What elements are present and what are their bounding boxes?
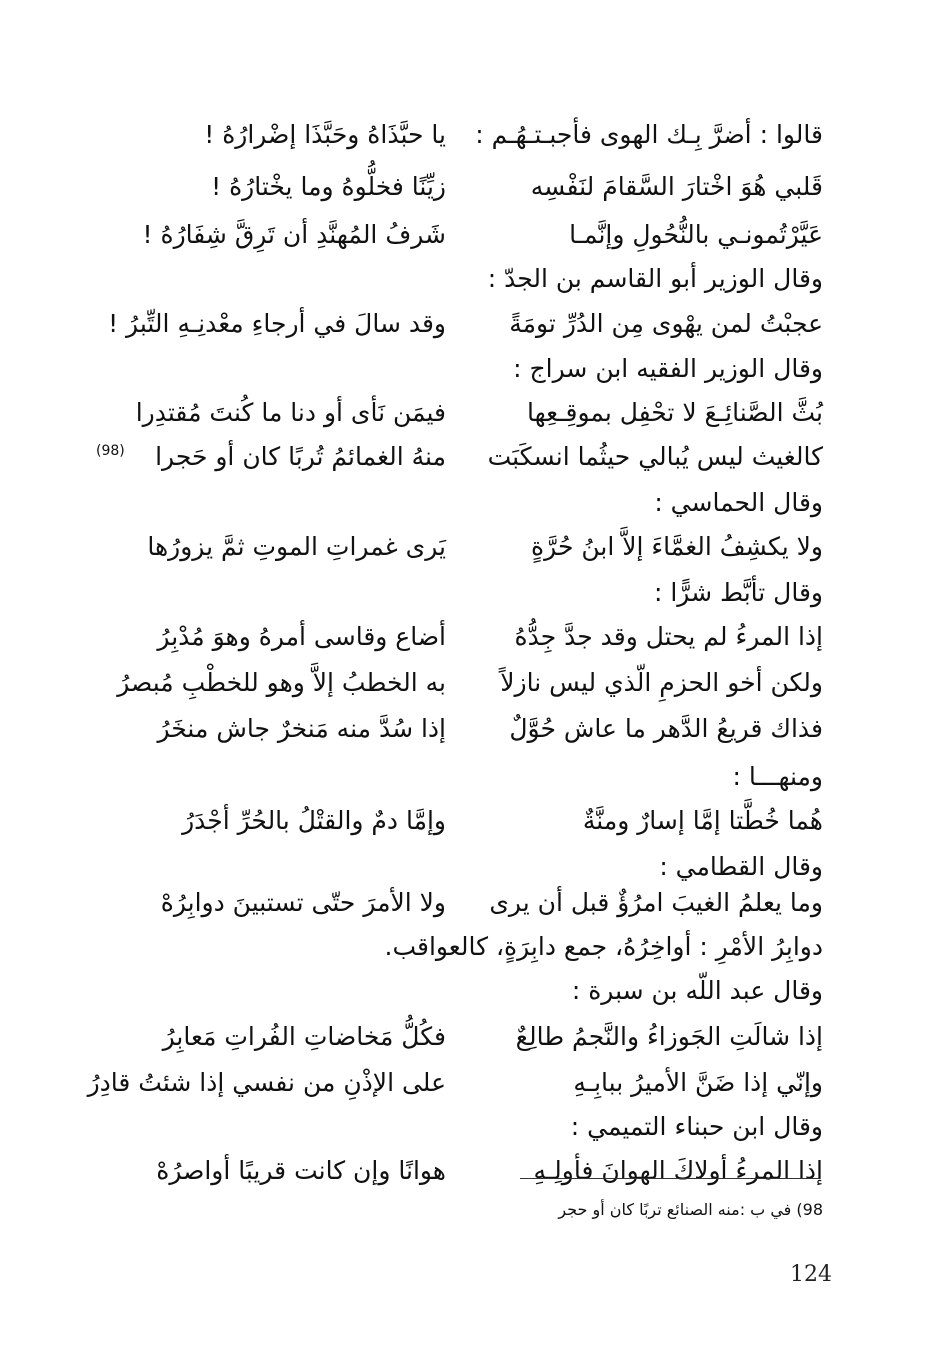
verse-line — [0, 307, 941, 341]
verse-first-hemistich: ولكن أخو الحزمِ الّذي ليس نازلاً — [500, 668, 823, 697]
verse-second-hemistich: زيِّنًا فخلُّوهُ وما يخْتارُهُ ! — [211, 172, 446, 201]
verse-first-hemistich: كالغيث ليس يُبالي حيثُما انسكَبَت — [487, 442, 823, 471]
verse-second-hemistich: إذا سُدَّ منه مَنخرٌ جاش منخَرُ — [157, 714, 446, 743]
footnote-rule — [520, 1178, 820, 1179]
verse-second-hemistich: به الخطبُ إلاَّ وهو للخطْبِ مُبصرُ — [117, 668, 446, 697]
verse-first-hemistich: وإنّي إذا ضَنَّ الأميرُ ببابِـهِ — [573, 1068, 823, 1097]
verse-first-hemistich: هُما خُطَّتا إمَّا إسارٌ ومنَّةٌ — [582, 806, 823, 835]
verse-second-hemistich: أضاع وقاسى أمرهُ وهوَ مُدْبِرُ — [157, 622, 446, 651]
attribution-line: وقال ابن حبناء التميمي : — [570, 1112, 823, 1141]
attribution-line: وقال الحماسي : — [654, 488, 823, 517]
verse-line — [0, 804, 941, 838]
verse-second-hemistich: يا حبَّذَاهُ وحَبَّذَا إضْرارُهُ ! — [204, 120, 446, 149]
verse-second-hemistich: يَرى غمراتِ الموتِ ثمَّ يزورُها — [147, 532, 446, 561]
verse-line — [0, 440, 941, 474]
verse-first-hemistich: فذاك قريعُ الدَّهر ما عاش حُوَّلٌ — [509, 714, 823, 743]
verse-first-hemistich: عَيَّرْتُمونـي بالنُّحُولِ وإنَّمـا — [569, 220, 823, 249]
attribution-line: وقال القطامي : — [659, 852, 823, 881]
verse-second-hemistich: فيمَن نَأى أو دنا ما كُنتَ مُقتدِرا — [135, 398, 446, 427]
verse-line — [0, 620, 941, 654]
verse-second-hemistich: شَرفُ المُهنَّدِ أن تَرِقَّ شِفَارُهُ ! — [142, 220, 446, 249]
verse-line — [0, 218, 941, 252]
verse-first-hemistich: إذا المرءُ لم يحتل وقد جدَّ جِدُّهُ — [514, 622, 823, 651]
verse-second-hemistich: على الإذْنِ من نفسي إذا شئتُ قادِرُ — [87, 1068, 446, 1097]
attribution-line: وقال الوزير أبو القاسم بن الجدّ : — [487, 264, 823, 293]
prose-line: دوابِرُ الأمْرِ : أواخِرُهُ، جمع دابِرَةٍ، كالعواقب. — [384, 932, 823, 961]
verse-second-hemistich: هوانًا وإن كانت قريبًا أواصرُهْ — [156, 1156, 446, 1185]
verse-line — [0, 712, 941, 746]
verse-line — [0, 396, 941, 430]
verse-first-hemistich: قَلبي هُوَ اخْتارَ السَّقامَ لنَفْسِه — [530, 172, 823, 201]
verse-first-hemistich: إذا شالَتِ الجَوزاءُ والنَّجمُ طالِعٌ — [515, 1022, 823, 1051]
attribution-line: وقال الوزير الفقيه ابن سراج : — [513, 354, 823, 383]
verse-second-hemistich: منهُ الغمائمُ تُربًا كان أو حَجرا — [155, 442, 446, 471]
verse-line — [0, 530, 941, 564]
verse-second-hemistich: وإمَّا دمٌ والقتْلُ بالحُرِّ أجْدَرُ — [182, 806, 446, 835]
verse-second-hemistich: فكُلُّ مَخاضاتِ الفُراتِ مَعابِرُ — [162, 1022, 446, 1051]
verse-line — [0, 1066, 941, 1100]
verse-line — [0, 170, 941, 204]
verse-first-hemistich: ولا يكشِفُ الغمَّاءَ إلاَّ ابنُ حُرَّةٍ — [531, 532, 823, 561]
attribution-line: وقال عبد اللّه بن سبرة : — [571, 976, 823, 1005]
footnote: 98) في ب :منه الصنائع تربًا كان أو حجر — [558, 1200, 823, 1219]
page-number: 124 — [790, 1262, 832, 1287]
verse-first-hemistich: عجبْتُ لمن يهْوى مِن الدُرِّ تومَةً — [509, 309, 823, 338]
attribution-line: وقال تأبَّط شرًّا : — [653, 578, 823, 607]
verse-line — [0, 886, 941, 920]
verse-line — [0, 1020, 941, 1054]
verse-first-hemistich: قالوا : أضرَّ بِـك الهوى فأجبـتـهُـم : — [475, 120, 823, 149]
verse-first-hemistich: بُثَّ الصَّنائِـعَ لا تحْفِل بموقِـعِها — [526, 398, 823, 427]
verse-second-hemistich: وقد سالَ في أرجاءِ معْدنِـهِ التِّبرُ ! — [108, 309, 446, 338]
footnote-marker: (98) — [96, 443, 125, 459]
verse-line — [0, 1154, 941, 1188]
verse-first-hemistich: وما يعلمُ الغيبَ امرُؤٌ قبل أن يرى — [489, 888, 823, 917]
verse-line — [0, 118, 941, 152]
verse-line — [0, 666, 941, 700]
verse-second-hemistich: ولا الأمرَ حتّى تستبينَ دوابِرُهْ — [160, 888, 446, 917]
attribution-line: ومنهـــا : — [732, 762, 823, 791]
verse-first-hemistich: إذا المرءُ أولاكَ الهوانَ فأولِـهِ — [533, 1156, 823, 1185]
